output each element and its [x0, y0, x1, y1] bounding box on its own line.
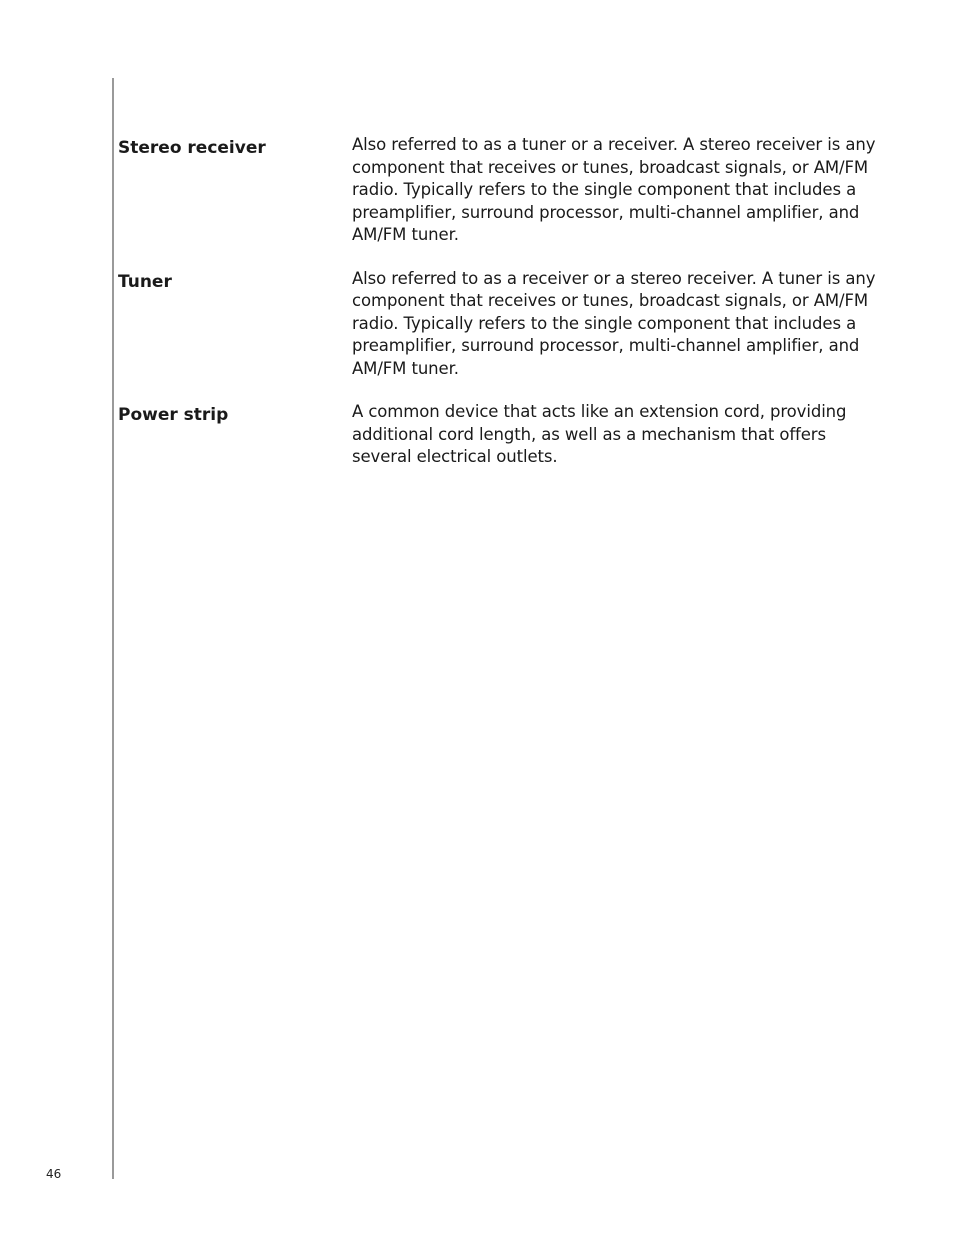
glossary-definition: A common device that acts like an extension cord, providing additional cord length, as well as a mechanism that offers several electrical outlets. [352, 402, 847, 466]
glossary-entry-power-strip [118, 401, 888, 469]
glossary-entry-stereo-receiver [118, 134, 888, 247]
page-number: 46 [46, 1167, 62, 1181]
glossary-entry-tuner [118, 268, 888, 381]
margin-rule [112, 78, 114, 1179]
glossary-term: Tuner [118, 271, 172, 292]
glossary-definition: Also referred to as a receiver or a stereo receiver. A tuner is any component that receives or tunes, broadcast signals, or AM/FM radio. Typically refers to the single component that includes a preamplifier, surround processor, multi-channel amplifier, and AM/FM tuner. [352, 268, 876, 378]
glossary-term: Power strip [118, 405, 229, 425]
glossary-definition: Also referred to as a tuner or a receiver. A stereo receiver is any component that receives or tunes, broadcast signals, or AM/FM radio. Typically refers to the single component that includes a preamplifier, surround processor, multi-channel amplifier, and AM/FM tuner. [352, 135, 876, 244]
glossary-term: Stereo receiver [118, 138, 266, 158]
glossary-list [118, 134, 888, 490]
